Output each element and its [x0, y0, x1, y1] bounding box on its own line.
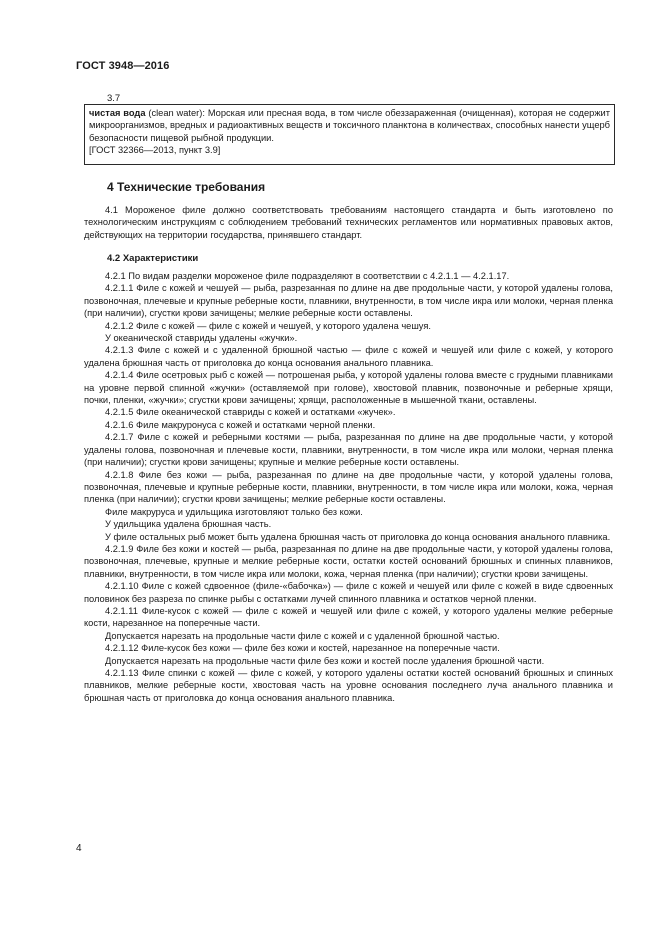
paragraph: 4.2.1.13 Филе спинки с кожей — филе с кожей, у которого удалены остатки костей оснований брюшных и спинных плавников, мелкие реберные кости, хвостовая часть на уровне основания последнего луча анального плавника и брюшная часть от приголовка до конца основания анального плавника. — [84, 668, 613, 703]
paragraph: 4.2.1.8 Филе без кожи — рыба, разрезанная по длине на две продольные части, у которой удалены голова, позвоночная, плечевые и крупные реберные кости, плавники, внутренности, в том числе икра или молоки, кожа, черная пленка (при наличии); сгустки крови зачищены; мелкие реберные кости оставлены. — [84, 469, 613, 505]
definition-text — [85, 105, 614, 144]
section-title: 4 Технические требования — [107, 180, 266, 194]
definition-term-en: (clean water): — [148, 108, 205, 118]
paragraph: 4.2.1.10 Филе с кожей сдвоенное (филе-«бабочка») — филе с кожей и чешуей или филе с кожей в виде сдвоенных половинок без разреза по спинке рыбы с остатками лучей спинного плавника и остатков черной пленки. — [84, 581, 613, 604]
section-intro — [84, 204, 613, 241]
subsection-title: 4.2 Характеристики — [107, 253, 199, 264]
paragraph: Филе макруруса и удильщика изготовляют только без кожи. — [105, 506, 363, 517]
paragraph: Допускается нарезать на продольные части филе без кожи и костей после удаления брюшной части. — [105, 655, 545, 666]
definition-term: чистая вода — [89, 108, 146, 118]
paragraph-4-1: 4.1 Мороженое филе должно соответствовать требованиям настоящего стандарта и быть изготовлено по технологическим инструкциям с соблюдением требований технических регламентов или нормативных правовых актов, действующих на территории государства, принявшего стандарт. — [84, 205, 613, 240]
paragraph: 4.2.1.11 Филе-кусок с кожей — филе с кожей и чешуей или филе с кожей, у которого удалены мелкие реберные кости, нарезанное на поперечные части. — [84, 605, 613, 629]
paragraph: У океанической ставриды удалены «жучки». — [105, 333, 298, 344]
page-number: 4 — [76, 843, 82, 854]
paragraph: 4.2.1.5 Филе океанической ставриды с кожей и остатками «жучек». — [105, 407, 396, 418]
paragraph: Допускается нарезать на продольные части филе с кожей и с удаленной брюшной частью. — [105, 630, 500, 641]
paragraph: У удильщика удалена брюшная часть. — [105, 519, 272, 530]
definition-body: Морская или пресная вода, в том числе обеззараженная (очищенная), которая не содержит микроорганизмов, вредных и радиоактивных веществ и токсичного планктона в количествах, способных нанести ущерб безопасности пищевой рыбной продукции. — [89, 108, 610, 143]
paragraph: 4.2.1.9 Филе без кожи и костей — рыба, разрезанная по длине на две продольные части, у которой удалены голова, позвоночная, плечевые, крупные и мелкие реберные кости, остатки костей оснований брюшных и спинных плавников, плавники, внутренности, в том числе икра или молоки, кожа, черная пленка (при наличии); сгустки крови зачищены. — [84, 543, 613, 579]
paragraph: 4.2.1.2 Филе с кожей — филе с кожей и чешуей, у которого удалена чешуя. — [105, 320, 431, 331]
paragraph: 4.2.1.6 Филе макруронуса с кожей и остатками черной пленки. — [105, 419, 376, 430]
paragraph: 4.2.1.4 Филе осетровых рыб с кожей — потрошеная рыба, у которой удалены голова вместе с грудными плавниками на уровне первой спинной «жучки» (оставляемой при голове), хвостовой плавник, позвоночные и реберные хрящи, почки, пленки, «жучки»; сгустки крови зачищены; хрящи, расположенные в мышечной ткани, оставлены. — [84, 370, 613, 406]
definition-box — [84, 104, 615, 165]
paragraph: 4.2.1.1 Филе с кожей и чешуей — рыба, разрезанная по длине на две продольные части, у которой удалены голова, позвоночная, плечевые и крупные реберные кости, плавники, внутренности, в том числе икра или молоки, черная пленка (при наличии), сгустки крови зачищены; мелкие реберные кости оставлены. — [84, 283, 613, 319]
definition-number: 3.7 — [107, 93, 121, 104]
paragraph: 4.2.1.12 Филе-кусок без кожи — филе без кожи и костей, нарезанное на поперечные части. — [105, 643, 500, 654]
document-header: ГОСТ 3948—2016 — [76, 60, 170, 72]
paragraph: У филе остальных рыб может быть удалена брюшная часть от приголовка до конца основания анального плавника. — [105, 531, 611, 542]
paragraph: 4.2.1.3 Филе с кожей и с удаленной брюшной частью — филе с кожей и чешуей или филе с кожей, у которого удалена брюшная часть от приголовка до конца основания анального плавника. — [84, 345, 613, 368]
definition-reference: [ГОСТ 32366—2013, пункт 3.9] — [89, 145, 221, 156]
paragraph-list — [84, 270, 613, 704]
paragraph: 4.2.1 По видам разделки мороженое филе подразделяют в соответствии с 4.2.1.1 — 4.2.1.17. — [105, 271, 510, 281]
paragraph: 4.2.1.7 Филе с кожей и реберными костями — рыба, разрезанная по длине на две продольные части, у которой удалены голова, позвоночная и плечевые кости, плавники, внутренности, в том числе икра или молоки, черная пленка (при наличии); сгустки крови зачищены; крупные и мелкие реберные кости оставлены. — [84, 432, 613, 468]
